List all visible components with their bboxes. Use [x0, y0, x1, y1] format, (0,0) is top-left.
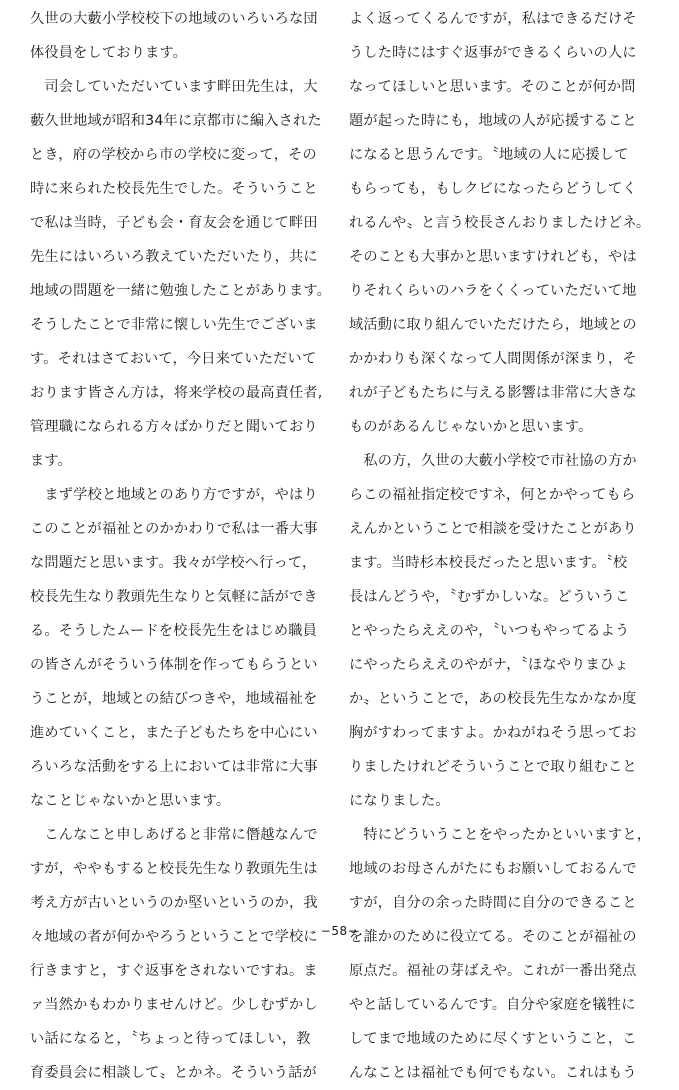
- text-line: 校長先生なり教頭先生なりと気軽に話ができ: [30, 589, 318, 605]
- text-line: 行きますと，すぐ返事をされないですね。ま: [30, 963, 318, 979]
- text-line: になりました。: [349, 793, 450, 809]
- text-line: かかわりも深くなって人間関係が深まり，そ: [349, 351, 637, 367]
- text-line: 長はんどうや，〝むずかしいな。どういうこ: [349, 589, 630, 605]
- text-line: 管理職になられる方々ばかりだと聞いており: [30, 419, 318, 435]
- text-line: か〟ということで，あの校長先生なかなか度: [349, 691, 637, 707]
- text-line: 域活動に取り組んでいただけたら，地域との: [349, 317, 637, 333]
- text-line: 原点だ。福祉の芽ばえや。これが一番出発点: [349, 963, 637, 979]
- text-line: すが，ややもすると校長先生なり教頭先生は: [30, 861, 318, 877]
- text-line: ます。: [30, 453, 73, 469]
- text-line: 胸がすわってますよ。かねがねそう思ってお: [349, 725, 637, 741]
- text-line: とやったらええのや，〝いつもやってるよう: [349, 623, 630, 639]
- text-line: してまで地域のために尽くすということ，こ: [349, 1031, 637, 1047]
- text-line: れが子どもたちに与える影響は非常に大きな: [349, 385, 637, 401]
- text-line: なってほしいと思います。そのことが何か問: [349, 79, 636, 95]
- text-line: にやったらええのやがナ，〝ほなやりまひょ: [349, 657, 629, 673]
- text-line: 体役員をしております。: [30, 45, 188, 61]
- text-line: よく返ってくるんですが，私はできるだけそ: [349, 11, 637, 27]
- text-line: やと話しているんです。自分や家庭を犠牲に: [349, 997, 636, 1013]
- text-line: ものがあるんじゃないかと思います。: [349, 419, 593, 435]
- text-line: りましたけれどそういうことで取り組むこと: [349, 759, 637, 775]
- text-line: らこの福祉指定校ですネ，何とかやってもら: [349, 487, 636, 503]
- text-line: まず学校と地域とのあり方ですが，やはり: [30, 487, 318, 503]
- text-line: ろいろな活動をする上においては非常に大事: [30, 759, 318, 775]
- text-line: もらっても，もしクビになったらどうしてく: [349, 181, 637, 197]
- text-line: とき，府の学校から市の学校に変って，その: [30, 147, 317, 163]
- text-line: えんかということで相談を受けたことがあり: [349, 521, 637, 537]
- text-line: 先生にはいろいろ教えていただいたり，共に: [30, 249, 318, 265]
- text-line: 私の方，久世の大藪小学校で市社協の方か: [349, 453, 637, 469]
- text-line: 藪久世地域が昭和34年に京都市に編入された: [30, 113, 322, 129]
- text-line: 久世の大藪小学校校下の地域のいろいろな団: [30, 11, 318, 27]
- page-number: −58−: [320, 924, 359, 938]
- text-line: りそれくらいのハラをくくっていただいて地: [349, 283, 637, 299]
- text-line: 地域の問題を一緒に勉強したことがあります。: [30, 283, 332, 299]
- text-line: を誰かのために役立てる。そのことが福祉の: [349, 929, 637, 945]
- text-line: 々地域の者が何かやろうということで学校に: [30, 929, 318, 945]
- text-line: うした時にはすぐ返事ができるくらいの人に: [349, 45, 637, 61]
- text-line: になると思うんです。〝地域の人に応援して: [349, 147, 629, 163]
- text-line: 時に来られた校長先生でした。そういうこと: [30, 181, 318, 197]
- text-line: そうしたことで非常に懐しい先生でございま: [30, 317, 318, 333]
- text-line: ァ当然かもわかりませんけど。少しむずかし: [30, 997, 318, 1013]
- text-line: な問題だと思います。我々が学校へ行って，: [30, 555, 317, 571]
- text-line: 司会していただいています畔田先生は，大: [30, 79, 318, 95]
- text-line: 育委員会に相談して〟とかネ。そういう話が: [30, 1065, 317, 1081]
- text-line: の皆さんがそういう体制を作ってもらうとい: [30, 657, 318, 673]
- text-line: 特にどういうことをやったかといいますと，: [349, 827, 652, 843]
- text-line: ます。当時杉本校長だったと思います。〝校: [349, 555, 628, 571]
- text-line: 進めていくこと，また子どもたちを中心にい: [30, 725, 318, 741]
- text-line: す。それはさておいて，今日来ていただいて: [30, 351, 317, 367]
- text-line: こんなこと申しあげると非常に僭越なんで: [30, 827, 318, 843]
- text-line: い話になると，〝ちょっと待ってほしい，教: [30, 1031, 311, 1047]
- text-line: で私は当時，子ども会・育友会を通じて畔田: [30, 215, 318, 231]
- text-line: このことが福祉とのかかわりで私は一番大事: [30, 521, 318, 537]
- text-line: んなことは福祉でも何でもない。これはもう: [349, 1065, 637, 1081]
- text-line: おります皆さん方は，将来学校の最高責任者,: [30, 385, 323, 401]
- text-line: 題が起った時にも，地域の人が応援すること: [349, 113, 637, 129]
- text-line: なことじゃないかと思います。: [30, 793, 231, 809]
- text-line: うことが，地域との結びつきや，地域福祉を: [30, 691, 318, 707]
- text-line: 地域のお母さんがたにもお願いしておるんで: [349, 861, 637, 877]
- text-line: そのことも大事かと思いますけれども，やは: [349, 249, 637, 265]
- text-line: る。そうしたムードを校長先生をはじめ職員: [30, 623, 318, 639]
- text-line: れるんや〟と言う校長さんおりましたけどネ。: [349, 215, 651, 231]
- text-line: すが，自分の余った時間に自分のできること: [349, 895, 637, 911]
- text-line: 考え方が古いというのか堅いというのか，我: [30, 895, 318, 911]
